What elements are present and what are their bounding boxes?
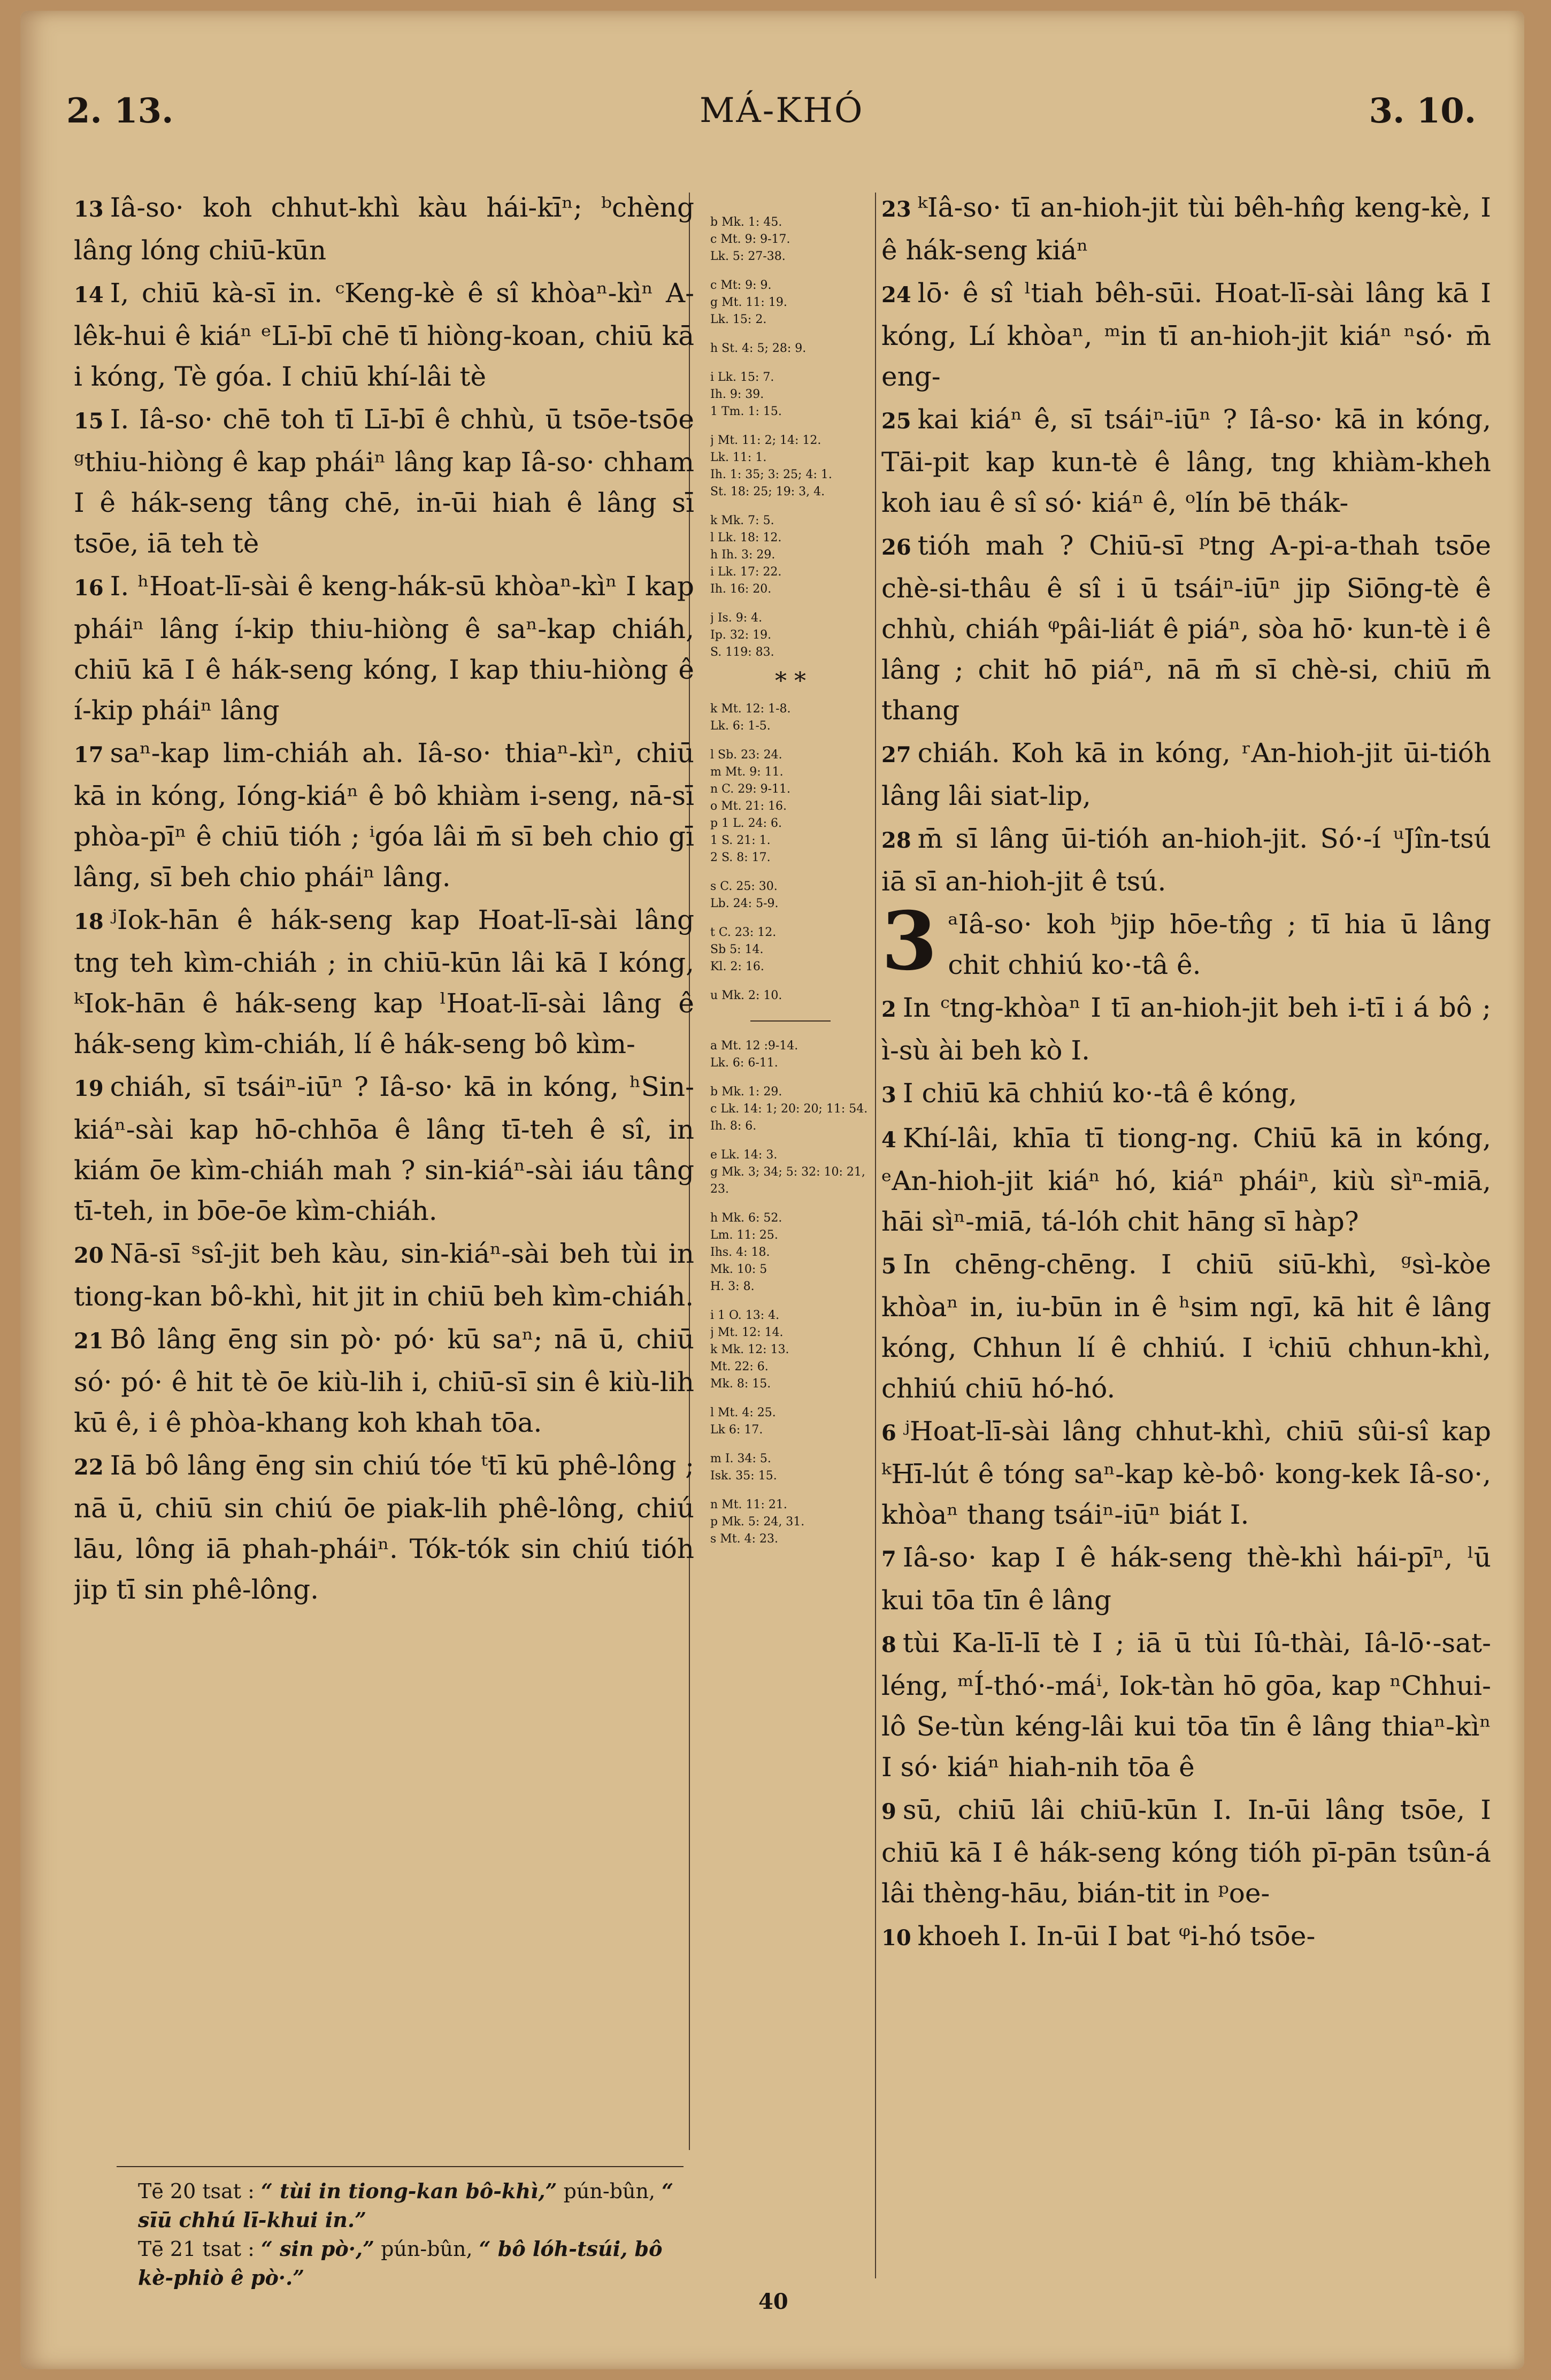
verse-text: m̄ sī lâng ūi-tióh an-hioh-jit. Só·-í ᵘJîn-tsú iā sī an-hioh-jit ê tsú. xyxy=(881,823,1491,897)
verse xyxy=(881,187,1491,271)
footnote-prefix: Tē 21 tsat : xyxy=(138,2237,262,2261)
cross-reference: Kl. 2: 16. xyxy=(710,960,764,973)
cross-reference: Ih. 9: 39. xyxy=(710,388,764,401)
verse xyxy=(881,818,1491,902)
cross-reference: l Lk. 18: 12. xyxy=(710,531,782,544)
cross-reference: 1 S. 21: 1. xyxy=(710,834,771,847)
verse-number: 3 xyxy=(881,1082,896,1108)
verse-number: 17 xyxy=(74,742,104,767)
verse xyxy=(74,1233,694,1317)
verse xyxy=(881,733,1491,816)
cross-reference: k Mt. 12: 1-8. xyxy=(710,702,791,716)
page-number: 40 xyxy=(758,2289,788,2314)
verse xyxy=(881,1790,1491,1914)
cross-reference-group xyxy=(710,214,871,265)
cross-reference: Mt. 22: 6. xyxy=(710,1360,769,1373)
verse-text: Nā-sī ˢsî-jit beh kàu, sin-kiáⁿ-sài beh tùi in tiong-kan bô-khì, hit jit in chiū beh kìm-chiáh. xyxy=(74,1238,694,1312)
cross-reference-group xyxy=(710,1307,871,1393)
cross-reference: i Lk. 15: 7. xyxy=(710,371,774,384)
verse xyxy=(881,987,1491,1071)
header-chapter-verse-end: 3. 10. xyxy=(1369,91,1476,131)
section-separator: * * xyxy=(775,667,806,695)
verse xyxy=(881,1411,1491,1535)
verse-number: 13 xyxy=(74,197,104,222)
verse-number: 19 xyxy=(74,1076,104,1101)
footnote-quote: “ tùi in tiong-kan bô-khì,” xyxy=(261,2179,557,2203)
verse-text: ʲHoat-lī-sài lâng chhut-khì, chiū sûi-sî kap ᵏHī-lút ê tóng saⁿ-kap kè-bô· kong-kek Iâ-so·, khòaⁿ thang tsáiⁿ-iūⁿ biát I. xyxy=(881,1416,1491,1530)
cross-reference: Lk. 15: 2. xyxy=(710,313,767,326)
cross-reference: n Mt. 11: 21. xyxy=(710,1498,787,1511)
verse xyxy=(881,1623,1491,1787)
verse-number: 26 xyxy=(881,535,911,560)
cross-reference: Sb 5: 14. xyxy=(710,943,764,956)
cross-reference: Mk. 10: 5 xyxy=(710,1263,767,1276)
bible-page xyxy=(20,11,1524,2369)
cross-reference: l Sb. 23: 24. xyxy=(710,748,782,762)
verse-number: 20 xyxy=(74,1243,104,1268)
cross-reference: h St. 4: 5; 28: 9. xyxy=(710,342,807,355)
verse-text: I, chiū kà-sī in. ᶜKeng-kè ê sî khòaⁿ-kìⁿ A-lêk-hui ê kiáⁿ ᵉLī-bī chē tī hiòng-koan, chiū kā i kóng, Tè góa. I chiū khí-lâi tè xyxy=(74,278,694,392)
cross-reference-group xyxy=(710,747,871,866)
cross-reference: Lm. 11: 25. xyxy=(710,1229,778,1242)
footnote-rule xyxy=(117,2166,684,2167)
cross-reference-group xyxy=(710,512,871,598)
verse xyxy=(881,1537,1491,1621)
cross-reference: H. 3: 8. xyxy=(710,1280,755,1293)
verse-text: In chēng-chēng. I chiū siū-khì, ᵍsì-kòe khòaⁿ in, iu-būn in ê ʰsim ngī, kā hit ê lâng kóng, Chhun lí ê chhiú. I ⁱchiū chhun-khì, chhiú chiū hó-hó. xyxy=(881,1249,1491,1404)
cross-reference: Lk. 5: 27-38. xyxy=(710,250,786,263)
verse-text: Khí-lâi, khīa tī tiong-ng. Chiū kā in kóng, ᵉAn-hioh-jit kiáⁿ hó, kiáⁿ pháiⁿ, kiù sìⁿ-miā, hāi sìⁿ-miā, tá-lóh chit hāng sī hàp? xyxy=(881,1123,1491,1237)
verse-number: 21 xyxy=(74,1329,104,1354)
cross-reference: Ip. 32: 19. xyxy=(710,628,772,642)
cross-reference: m Mt. 9: 11. xyxy=(710,765,784,779)
cross-reference: u Mk. 2: 10. xyxy=(710,989,782,1002)
cross-reference: p 1 L. 24: 6. xyxy=(710,817,782,830)
verse-number: 6 xyxy=(881,1421,896,1446)
cross-reference-group xyxy=(710,924,871,976)
header-chapter-verse-start: 2. 13. xyxy=(66,91,174,131)
verse-text: chiáh, sī tsáiⁿ-iūⁿ ? Iâ-so· kā in kóng, ʰSin-kiáⁿ-sài kap hō-chhōa ê lâng tī-teh ê sî, in kiám ōe kìm-chiáh mah ? sin-kiáⁿ-sài iáu tâng tī-teh, in bōe-ōe kìm-chiáh. xyxy=(74,1071,694,1226)
verse-number: 27 xyxy=(881,742,911,767)
verse-text: I chiū kā chhiú ko·-tâ ê kóng, xyxy=(902,1078,1297,1109)
verse-text: In ᶜtng-khòaⁿ I tī an-hioh-jit beh i-tī i á bô ; ì-sù ài beh kò I. xyxy=(881,992,1491,1066)
cross-reference: l Mt. 4: 25. xyxy=(710,1406,776,1419)
cross-reference: c Mt. 9: 9-17. xyxy=(710,233,790,246)
cross-reference: St. 18: 25; 19: 3, 4. xyxy=(710,485,825,498)
footnote-prefix: Tē 20 tsat : xyxy=(138,2179,262,2203)
cross-reference-group xyxy=(710,340,871,357)
verse-text: lō· ê sî ˡtiah bêh-sūi. Hoat-lī-sài lâng kā I kóng, Lí khòaⁿ, ᵐin tī an-hioh-jit kiáⁿ ⁿsó· m̄ eng- xyxy=(881,278,1491,392)
cross-reference-group xyxy=(710,1084,871,1135)
chapter-3-block xyxy=(881,894,1491,1959)
verse xyxy=(74,1445,694,1610)
cross-reference-group xyxy=(710,369,871,420)
cross-reference: s C. 25: 30. xyxy=(710,880,778,893)
verse xyxy=(74,1319,694,1443)
verse-number: 28 xyxy=(881,828,911,853)
verse xyxy=(881,1118,1491,1242)
verse-number: 15 xyxy=(74,409,104,434)
chapter-number: 3 xyxy=(881,894,938,988)
verse-number: 5 xyxy=(881,1254,896,1279)
page-header xyxy=(20,91,1524,144)
verse-text: Iā bô lâng ēng sin chiú tóe ᵗtī kū phê-lông ; nā ū, chiū sin chiú ōe piak-lih phê-lông, chiú lāu, lông iā phah-pháiⁿ. Tók-tók sin chiú tióh jip tī sin phê-lông. xyxy=(74,1450,694,1605)
cross-reference-group xyxy=(710,1038,871,1072)
verse-text: Iâ-so· kap I ê hák-seng thè-khì hái-pīⁿ, ˡū kui tōa tīn ê lâng xyxy=(881,1542,1491,1616)
cross-reference: j Is. 9: 4. xyxy=(710,611,763,625)
verse-number: 25 xyxy=(881,409,911,434)
cross-reference: i 1 O. 13: 4. xyxy=(710,1309,780,1322)
cross-reference: S. 119: 83. xyxy=(710,646,774,659)
cross-reference: j Mt. 12: 14. xyxy=(710,1326,784,1339)
verse-number: 7 xyxy=(881,1547,896,1572)
left-text-column xyxy=(74,187,694,2273)
reference-divider xyxy=(750,1020,831,1022)
cross-reference: g Mk. 3; 34; 5: 32: 10: 21, 23. xyxy=(710,1165,865,1196)
verse-number: 23 xyxy=(881,197,911,222)
verse xyxy=(74,273,694,397)
verse xyxy=(881,1916,1491,1959)
cross-reference: n C. 29: 9-11. xyxy=(710,782,791,796)
footnote-quote: “ sīū chhú lī-khui in.” xyxy=(138,2179,674,2232)
cross-reference: k Mk. 7: 5. xyxy=(710,514,774,527)
cross-reference: h Mk. 6: 52. xyxy=(710,1211,782,1225)
verse-text: kai kiáⁿ ê, sī tsáiⁿ-iūⁿ ? Iâ-so· kā in kóng, Tāi-pit kap kun-tè ê lâng, tng khiàm-kheh koh iau ê sî só· kiáⁿ ê, ᵒlín bē thák- xyxy=(881,404,1491,518)
cross-reference-column xyxy=(710,214,871,2246)
verse xyxy=(881,1244,1491,1409)
verse xyxy=(881,894,1491,988)
verse xyxy=(881,273,1491,397)
verse-text: tùi Ka-lī-lī tè I ; iā ū tùi Iû-thài, Iâ-lō·-sat-léng, ᵐÍ-thó·-máⁱ, Iok-tàn hō gōa, kap ⁿChhui-lô Se-tùn kéng-lâi kui tōa tīn ê lâng thiaⁿ-kìⁿ I só· kiáⁿ hiah-nih tōa ê xyxy=(881,1627,1491,1783)
verse-text: sū, chiū lâi chiū-kūn I. In-ūi lâng tsōe, I chiū kā I ê hák-seng kóng tióh pī-pān tsûn-á lâi thèng-hāu, bián-tit in ᵖoe- xyxy=(881,1794,1491,1909)
verse-number: 4 xyxy=(881,1127,896,1153)
verse-number: 10 xyxy=(881,1925,911,1951)
cross-reference: Lk. 11: 1. xyxy=(710,451,767,464)
footnote-suffix: pún-bûn, xyxy=(374,2237,479,2261)
verse xyxy=(74,733,694,897)
header-book-title: MÁ-KHÓ xyxy=(700,91,864,130)
cross-reference: c Lk. 14: 1; 20: 20; 11: 54. xyxy=(710,1102,868,1116)
verse-text: ᵏIâ-so· tī an-hioh-jit tùi bêh-hn̂g keng-kè, I ê hák-seng kiáⁿ xyxy=(881,192,1491,266)
cross-reference-group xyxy=(710,1147,871,1198)
verse-text: saⁿ-kap lim-chiáh ah. Iâ-so· thiaⁿ-kìⁿ, chiū kā in kóng, Ióng-kiáⁿ ê bô khiàm i-seng, nā-sī phòa-pīⁿ ê chiū tióh ; ⁱgóa lâi m̄ sī beh chio gī lâng, sī beh chio pháiⁿ lâng. xyxy=(74,738,694,893)
verse-number: 9 xyxy=(881,1799,896,1824)
verse-text: I. ʰHoat-lī-sài ê keng-hák-sū khòaⁿ-kìⁿ I kap pháiⁿ lâng í-kip thiu-hiòng ê saⁿ-kap chiáh, chiū kā I ê hák-seng kóng, I kap thiu-hiòng ê í-kip pháiⁿ lâng xyxy=(74,571,694,726)
cross-reference: h Ih. 3: 29. xyxy=(710,548,776,562)
cross-reference: 2 S. 8: 17. xyxy=(710,851,771,864)
cross-reference: o Mt. 21: 16. xyxy=(710,800,787,813)
cross-reference: k Mk. 12: 13. xyxy=(710,1343,789,1356)
cross-reference: Ih. 1: 35; 3: 25; 4: 1. xyxy=(710,468,832,481)
cross-reference: Isk. 35: 15. xyxy=(710,1469,777,1483)
verse-text: ᵃIâ-so· koh ᵇjip hōe-tn̂g ; tī hia ū lâng chit chhiú ko·-tâ ê. xyxy=(948,909,1491,980)
footnotes xyxy=(138,2177,700,2292)
right-text-column xyxy=(881,187,1491,2273)
verse-number: 14 xyxy=(74,282,104,308)
footnote-quote: “ bô lóh-tsúi, bô kè-phiò ê pò·.” xyxy=(138,2237,663,2290)
cross-reference: c Mt: 9: 9. xyxy=(710,279,772,292)
verse xyxy=(74,399,694,564)
cross-reference-group xyxy=(710,277,871,328)
cross-reference: Lk 6: 17. xyxy=(710,1423,763,1437)
verse-number: 22 xyxy=(74,1455,104,1480)
cross-reference-group xyxy=(710,610,871,661)
cross-reference: m I. 34: 5. xyxy=(710,1452,771,1465)
verse-text: chiáh. Koh kā in kóng, ʳAn-hioh-jit ūi-tióh lâng lâi siat-lip, xyxy=(881,738,1491,811)
cross-reference: Ih. 16: 20. xyxy=(710,582,772,596)
cross-reference: b Mk. 1: 29. xyxy=(710,1085,782,1099)
verse xyxy=(881,525,1491,731)
verse-number: 8 xyxy=(881,1632,896,1657)
verse-text: I. Iâ-so· chē toh tī Lī-bī ê chhù, ū tsōe-tsōe ᵍthiu-hiòng ê kap pháiⁿ lâng kap Iâ-so· chham I ê hák-seng tâng chē, in-ūi hiah ê lâng sī tsōe, iā teh tè xyxy=(74,404,694,559)
cross-reference: Ih. 8: 6. xyxy=(710,1119,757,1133)
verse-number: 18 xyxy=(74,909,104,934)
cross-reference: Lk. 6: 1-5. xyxy=(710,719,771,733)
cross-reference: Lk. 6: 6-11. xyxy=(710,1056,778,1070)
cross-reference-group xyxy=(710,432,871,501)
cross-reference: t C. 23: 12. xyxy=(710,926,777,939)
cross-reference-group xyxy=(710,1496,871,1548)
verse-text: Bô lâng ēng sin pò· pó· kū saⁿ; nā ū, chiū só· pó· ê hit tè ōe kiù-lih i, chiū-sī sin ê kiù-lih kū ê, i ê phòa-khang koh khah tōa. xyxy=(74,1324,694,1438)
verse-text: tióh mah ? Chiū-sī ᵖtng A-pi-a-thah tsōe chè-si-thâu ê sî i ū tsáiⁿ-iūⁿ jip Siōng-tè ê chhù, chiáh ᵠpâi-liát ê piáⁿ, sòa hō· kun-tè i ê lâng ; chit hō piáⁿ, nā m̄ sī chè-si, chiū m̄ thang xyxy=(881,530,1491,726)
cross-reference: g Mt. 11: 19. xyxy=(710,296,787,309)
cross-reference: Ihs. 4: 18. xyxy=(710,1246,770,1259)
right-column-divider xyxy=(875,193,876,2278)
verse xyxy=(881,1073,1491,1116)
footnote-suffix: pún-bûn, xyxy=(557,2179,662,2203)
cross-reference-group xyxy=(710,878,871,912)
verse-text: ʲIok-hān ê hák-seng kap Hoat-lī-sài lâng tng teh kìm-chiáh ; in chiū-kūn lâi kā I kóng, ᵏIok-hān ê hák-seng kap ˡHoat-lī-sài lâng ê hák-seng kìm-chiáh, lí ê hák-seng bô kìm- xyxy=(74,904,694,1060)
verse-text: khoeh I. In-ūi I bat ᵠi-hó tsōe- xyxy=(917,1921,1316,1952)
cross-reference: 1 Tm. 1: 15. xyxy=(710,405,782,418)
verse-number: 24 xyxy=(881,282,911,308)
verse xyxy=(881,399,1491,523)
cross-reference: Lb. 24: 5-9. xyxy=(710,897,779,910)
cross-reference-group xyxy=(710,1450,871,1485)
cross-reference: j Mt. 11: 2; 14: 12. xyxy=(710,434,821,447)
footnote-line xyxy=(138,2177,700,2235)
verse-number: 2 xyxy=(881,997,896,1022)
cross-reference: i Lk. 17: 22. xyxy=(710,565,782,579)
cross-reference-group xyxy=(710,701,871,735)
cross-reference: s Mt. 4: 23. xyxy=(710,1532,779,1546)
cross-reference: Mk. 8: 15. xyxy=(710,1377,771,1391)
cross-reference: a Mt. 12 :9-14. xyxy=(710,1039,798,1053)
cross-reference-group xyxy=(710,1404,871,1439)
cross-reference: p Mk. 5: 24, 31. xyxy=(710,1515,805,1529)
cross-reference-group xyxy=(710,1210,871,1295)
cross-reference: b Mk. 1: 45. xyxy=(710,216,782,229)
footnote-line xyxy=(138,2235,700,2292)
verse xyxy=(74,566,694,731)
cross-reference-group xyxy=(710,987,871,1004)
verse xyxy=(74,900,694,1064)
footnote-quote: “ sin pò·,” xyxy=(261,2237,375,2261)
verse-number: 16 xyxy=(74,575,104,601)
cross-reference: e Lk. 14: 3. xyxy=(710,1148,778,1162)
verse xyxy=(74,1066,694,1231)
verse xyxy=(74,187,694,271)
verse-text: Iâ-so· koh chhut-khì kàu hái-kīⁿ; ᵇchèng lâng lóng chiū-kūn xyxy=(74,192,694,266)
